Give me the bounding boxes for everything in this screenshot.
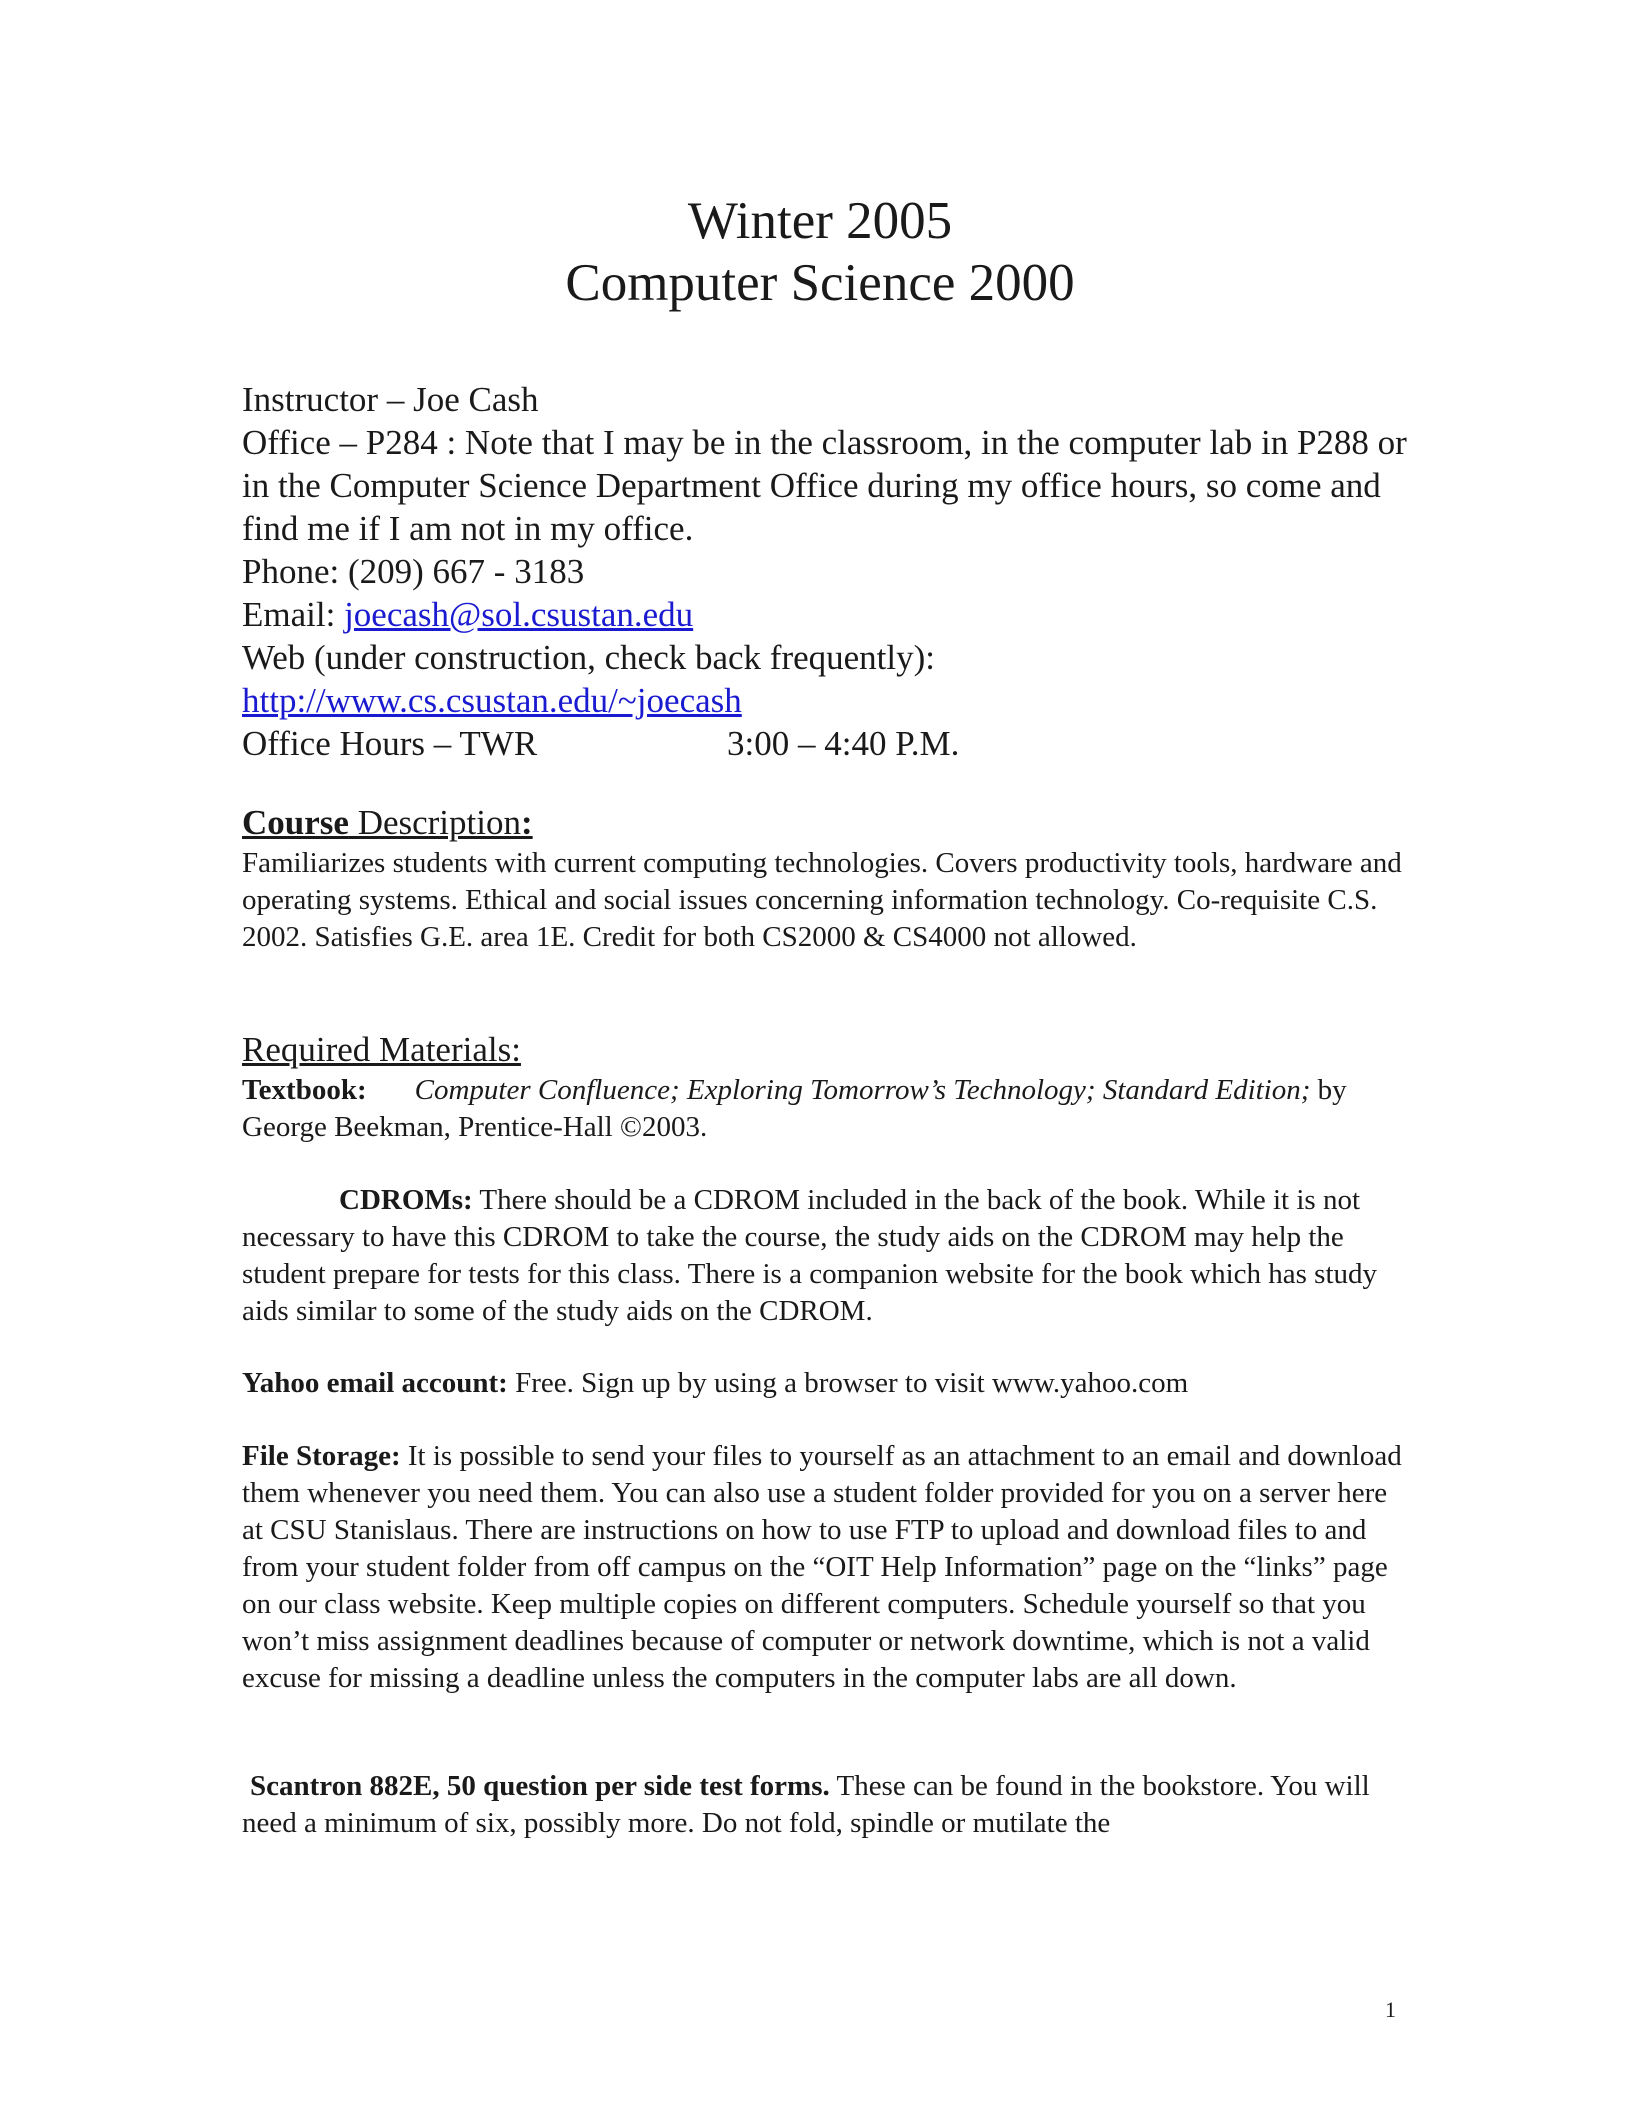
scantron-paragraph [242,1768,1412,1842]
required-materials-heading: Required Materials: [242,1030,521,1069]
yahoo-label: Yahoo email account: [242,1367,508,1399]
yahoo-text: Free. Sign up by using a browser to visit www.yahoo.com [507,1367,1189,1399]
email-line [242,593,1412,636]
office-hours-label: Office Hours – TWR [242,724,538,763]
file-storage-text: It is possible to send your files to yourself as an attachment to an email and download them whenever you need them. You can also use a student folder provided for you on a server here at CSU Stanislaus. There are instructions on how to use FTP to upload and download files to and from your student folder from off campus on the “OIT Help Information” page on the “links” page on our class website. Keep multiple copies on different computers. Schedule yourself so that you won’t miss assignment deadlines because of computer or network downtime, which is not a valid excuse for missing a deadline unless the computers in the computer labs are all down. [242,1440,1402,1694]
page-number: 1 [1385,1997,1396,2022]
web-label: Web (under construction, check back frequently): [242,638,936,677]
cdrom-text: There should be a CDROM included in the back of the book. While it is not necessary to have this CDROM to take the course, the study aids on the CDROM may help the student prepare for tests for this class. There is a companion website for the book which has study aids similar to some of the study aids on the CDROM. [242,1184,1378,1327]
course-heading: Computer Science 2000 [565,254,1075,312]
textbook-label: Textbook: [242,1074,367,1106]
cdrom-label: CDROMs: [339,1184,473,1216]
textbook-title: Computer Confluence; Exploring Tomorrow’s Technology; Standard Edition; [414,1074,1311,1106]
textbook-rest: by George Beekman, Prentice-Hall ©2003. [242,1074,1347,1143]
course-description-heading-colon: : [520,803,533,842]
office-line: Office – P284 : Note that I may be in the classroom, in the computer lab in P288 or in the Computer Science Department Office during my office hours, so come and find me if I am not in my office. [242,423,1407,548]
web-line [242,679,1412,722]
document-title [0,190,1640,314]
email-link[interactable]: joecash@sol.csustan.edu [344,595,694,634]
office-hours-time: 3:00 – 4:40 P.M. [727,724,960,763]
email-label: Email: [242,595,345,634]
contact-info [242,378,1412,765]
course-description-heading [242,803,533,843]
scantron-label: Scantron 882E, 50 question per side test forms. [250,1770,830,1802]
cdrom-paragraph [242,1182,1412,1330]
yahoo-paragraph [242,1365,1412,1402]
file-storage-paragraph [242,1438,1412,1697]
file-storage-label: File Storage: [242,1440,401,1472]
phone-line: Phone: (209) 667 - 3183 [242,552,585,591]
textbook-paragraph [242,1072,1412,1146]
instructor-line: Instructor – Joe Cash [242,380,539,419]
office-hours-line [242,722,1412,765]
course-description-text: Familiarizes students with current computing technologies. Covers productivity tools, hardware and operating systems. Ethical and social issues concerning information technology. Co-requisite C.S. 2002. Satisfies G.E. area 1E. Credit for both CS2000 & CS4000 not allowed. [242,847,1402,953]
scantron-text: These can be found in the bookstore. You will need a minimum of six, possibly more. Do not fold, spindle or mutilate the [242,1770,1370,1839]
course-description-heading-bold: Course [242,803,349,842]
course-description-heading-rest: Description [348,803,521,842]
term-heading: Winter 2005 [687,192,953,250]
web-link[interactable]: http://www.cs.csustan.edu/~joecash [242,681,742,720]
